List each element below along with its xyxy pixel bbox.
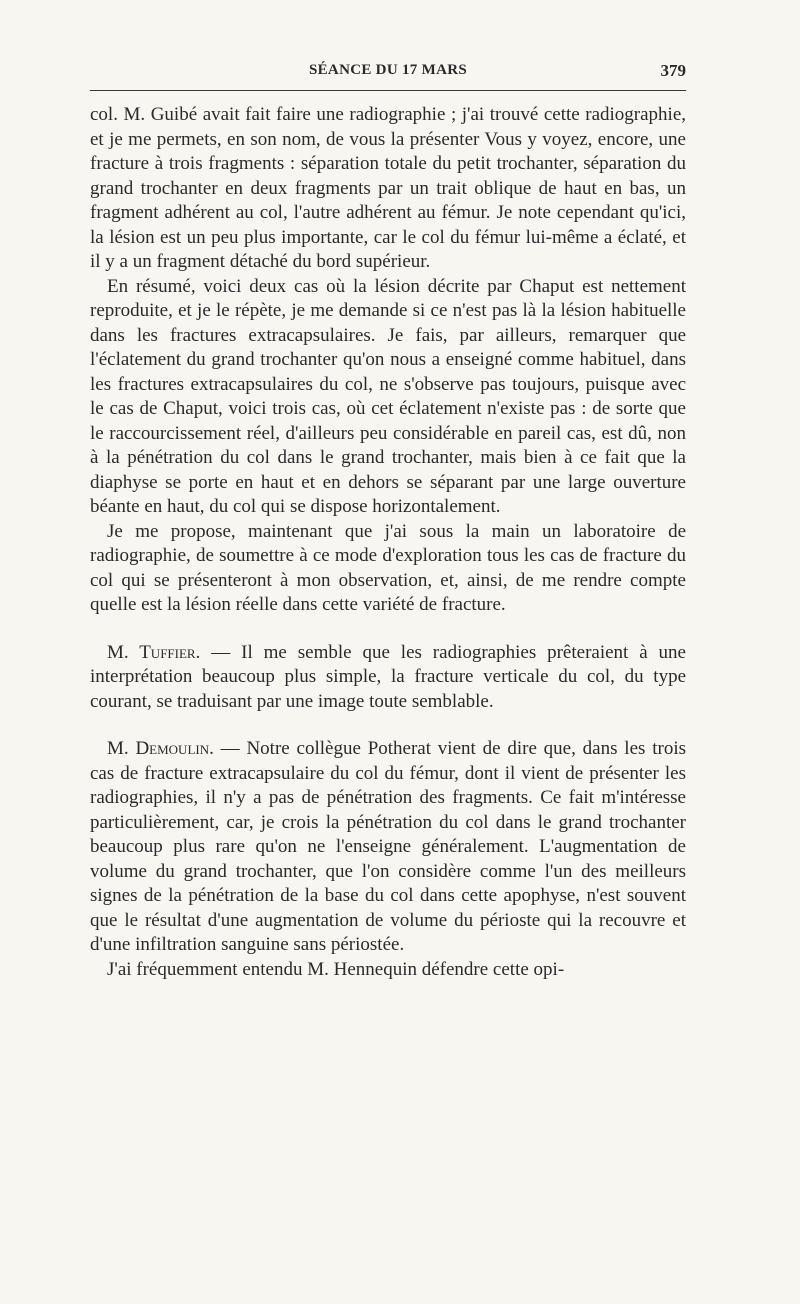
speaker-name: M. Tuffier.	[107, 641, 201, 663]
section-gap	[90, 714, 686, 737]
paragraph-proposal: Je me propose, maintenant que j'ai sous la main un laboratoire de radiographie, de soumettre à ce mode d'exploration tous les cas de fracture du col qui se présenteront à mon observation, et, ainsi, de me rendre compte quelle est la lésion réelle dans cette variété de fracture.	[90, 520, 686, 615]
paragraph-demoulin-text: — Notre collègue Potherat vient de dire que, dans les trois cas de fracture extracapsulaire du col du fémur, dont il vient de présenter les radiographies, il n'y a pas de pénétration des fragments. Ce fait m'intéresse particulièrement, car, je crois la pénétration du col dans le grand trochanter beaucoup plus rare qu'on ne l'enseigne généralement. L'augmentation de volume du grand trochanter, que l'on considère comme l'un des meilleurs signes de la pénétration de la base du col dans cette apophyse, n'est souvent que le résultat d'une augmentation de volume du périoste qui la recouvre et d'une infiltration sanguine sans périostée.	[90, 738, 686, 955]
paragraph-hennequin: J'ai fréquemment entendu M. Hennequin défendre cette opi-	[107, 958, 565, 980]
paragraph-tuffier	[90, 641, 686, 715]
page-number: 379	[660, 61, 686, 80]
running-head-title: SÉANCE DU 17 MARS	[308, 62, 468, 78]
running-head	[90, 56, 686, 91]
paragraph-demoulin	[90, 737, 686, 958]
paragraph-guibe-radiography: col. M. Guibé avait fait faire une radiographie ; j'ai trouvé cette radiographie, et je me permets, en son nom, de vous la présenter Vous y voyez, encore, une fracture à trois fragments : séparation totale du petit trochanter, séparation du grand trochanter en deux fragments par un trait oblique de haut en bas, un fragment adhérent au col, l'autre adhérent au fémur. Je note cependant qu'ici, la lésion est un peu plus importante, car le col du fémur lui-même a éclaté, et il y a un fragment détaché du bord supérieur.	[90, 104, 686, 272]
paragraph-tuffier-text: — Il me semble que les radiographies prêteraient à une interprétation beaucoup plus simple, la fracture verticale du col, du type courant, se traduisant par une image toute semblable.	[90, 641, 686, 712]
speaker-name: M. Demoulin.	[107, 738, 214, 759]
book-page	[90, 56, 686, 982]
section-gap	[90, 618, 686, 641]
body-text	[90, 103, 686, 982]
paragraph-summary: En résumé, voici deux cas où la lésion décrite par Chaput est nettement reproduite, et je le répète, je me demande si ce n'est pas là la lésion habituelle dans les fractures extracapsulaires. Je fais, par ailleurs, remarquer que l'éclatement du grand trochanter qu'on nous a enseigné comme habituel, dans les fractures extracapsulaires du col, ne s'observe pas toujours, puisque avec le cas de Chaput, voici trois cas, où cet éclatement n'existe pas : de sorte que le raccourcissement réel, d'ailleurs peu considérable en pareil cas, est dû, non à la pénétration du col dans le grand trochanter, mais bien à ce fait que la diaphyse se porte en haut et en dehors se séparant par une large ouverture béante en haut, du col qui se dispose horizontalement.	[90, 275, 686, 517]
